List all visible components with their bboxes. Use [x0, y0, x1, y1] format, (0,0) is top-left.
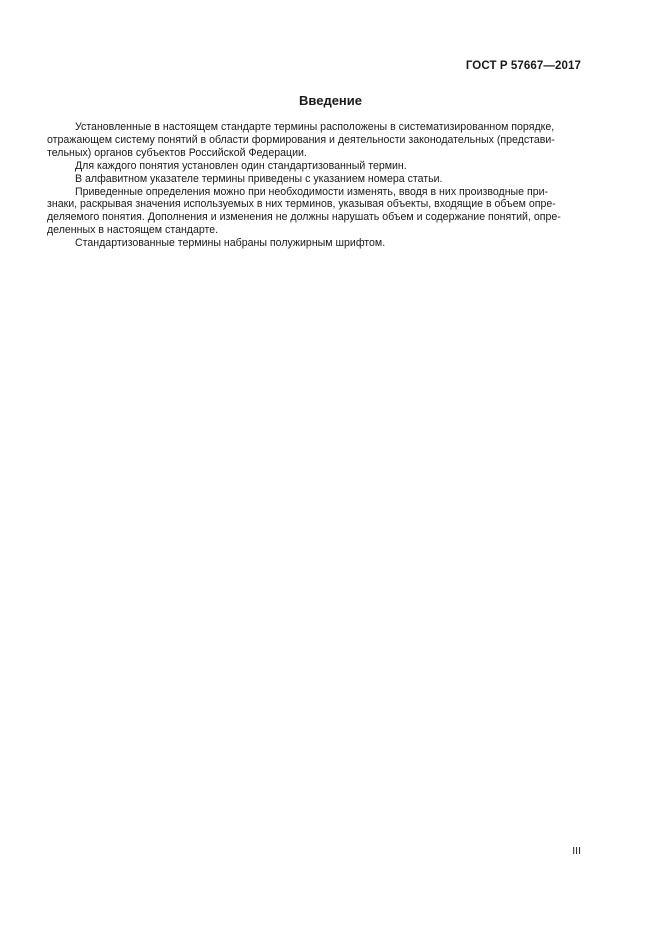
paragraph-line: знаки, раскрывая значения используемых в них терминов, указывая объекты, входящие в объем опре-	[47, 198, 556, 211]
paragraph-line: Стандартизованные термины набраны полужирным шрифтом.	[75, 237, 386, 250]
paragraph-line: Установленные в настоящем стандарте термины расположены в систематизированном порядке,	[75, 121, 555, 133]
paragraph-2	[75, 160, 586, 173]
paragraph-1	[47, 121, 586, 160]
paragraph-3	[75, 173, 586, 186]
paragraph-line: тельных) органов субъектов Российской Федерации.	[47, 146, 307, 159]
page-number: III	[572, 845, 581, 857]
paragraph-line: деленных в настоящем стандарте.	[47, 224, 219, 237]
paragraph-5	[75, 237, 586, 250]
section-title: Введение	[299, 93, 362, 108]
section-body	[47, 121, 586, 250]
paragraph-4	[47, 185, 586, 238]
paragraph-line: отражающем систему понятий в области формирования и деятельности законодательных (представи-	[47, 133, 555, 146]
paragraph-line: Для каждого понятия установлен один стандартизованный термин.	[75, 159, 407, 172]
document-code: ГОСТ Р 57667—2017	[465, 60, 581, 72]
paragraph-line: В алфавитном указателе термины приведены с указанием номера статьи.	[75, 172, 443, 185]
paragraph-line: Приведенные определения можно при необходимости изменять, вводя в них производные при-	[75, 185, 549, 198]
paragraph-line: деляемого понятия. Дополнения и изменения не должны нарушать объем и содержание понятий, опре-	[47, 211, 561, 224]
